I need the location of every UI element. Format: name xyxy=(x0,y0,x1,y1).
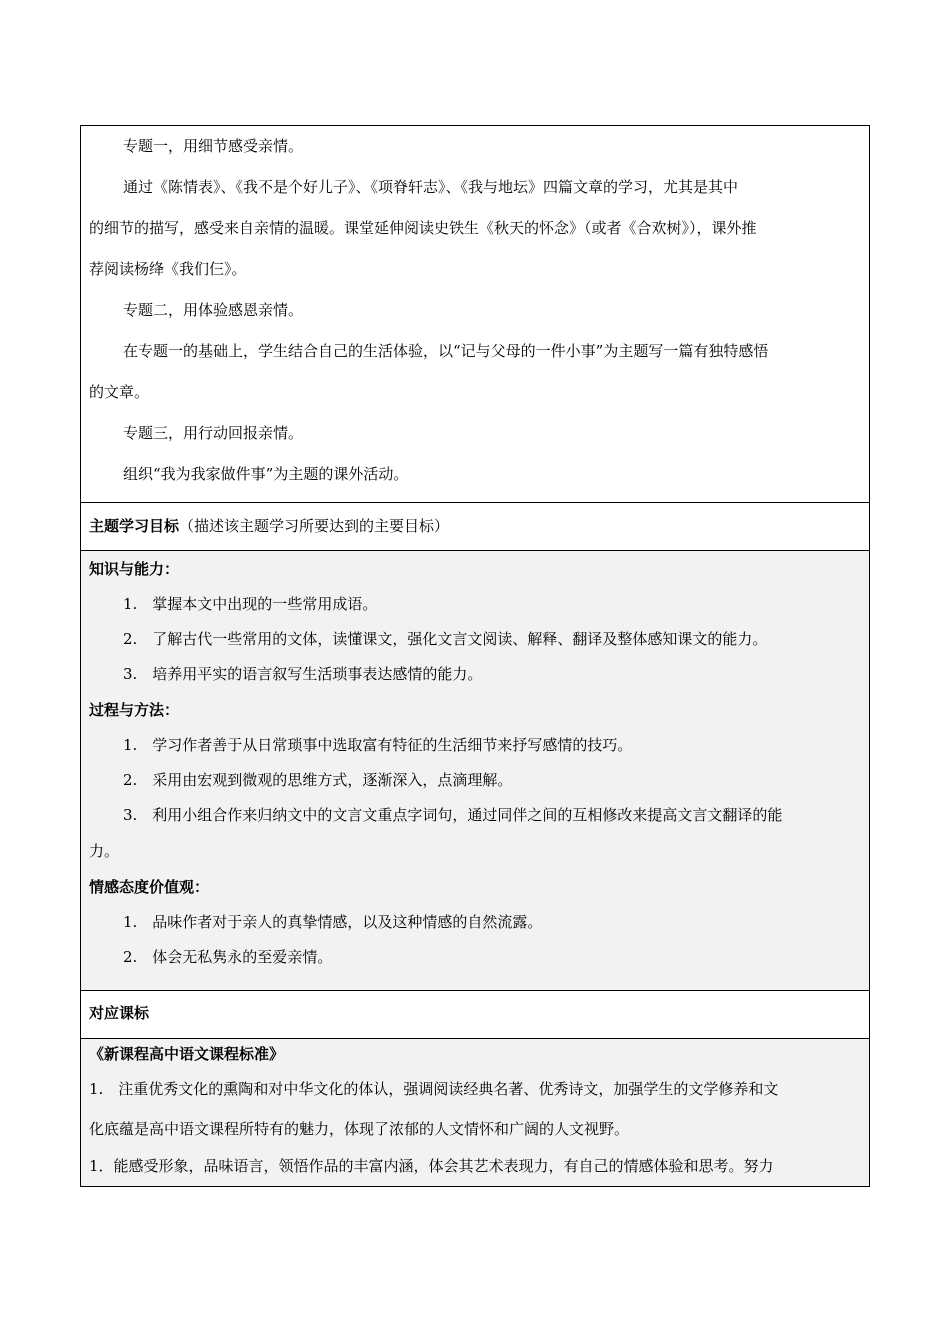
objectives-header-note: （描述该主题学习所要达到的主要目标） xyxy=(179,517,450,535)
topic1-title: 专题一，用细节感受亲情。 xyxy=(123,137,304,155)
process-item-3-cont: 力。 xyxy=(89,842,120,860)
topic1-body-line3: 荐阅读杨绛《我们仨》。 xyxy=(89,260,247,278)
objectives-cell xyxy=(81,550,869,990)
objectives-header-cell xyxy=(81,502,869,550)
knowledge-item-2: 2. 了解古代一些常用的文体，读懂课文，强化文言文阅读、解释、翻译及整体感知课文的能力。 xyxy=(123,630,768,648)
topic3-body: 组织“我为我家做件事”为主题的课外活动。 xyxy=(123,465,409,483)
process-title: 过程与方法： xyxy=(89,701,180,719)
process-item-3: 3. 利用小组合作来归纳文中的文言文重点字词句，通过同伴之间的互相修改来提高文言文翻译的能 xyxy=(123,806,783,824)
topic2-body-line2: 的文章。 xyxy=(89,383,150,401)
topic1-body-line1: 通过《陈情表》、《我不是个好儿子》、《项脊轩志》、《我与地坛》四篇文章的学习，尤其是其中 xyxy=(123,178,739,196)
objectives-header xyxy=(89,503,861,543)
emotion-item-1: 1. 品味作者对于亲人的真挚情感，以及这种情感的自然流露。 xyxy=(123,913,543,931)
knowledge-item-1: 1. 掌握本文中出现的一些常用成语。 xyxy=(123,595,378,613)
standards-item2-line1: 1．能感受形象，品味语言，领悟作品的丰富内涵，体会其艺术表现力，有自己的情感体验和思考。努力 xyxy=(89,1157,774,1175)
topic1-body-line2: 的细节的描写，感受来自亲情的温暖。课堂延伸阅读史铁生《秋天的怀念》（或者《合欢树》），课外推 xyxy=(89,219,757,237)
topic2-title: 专题二，用体验感恩亲情。 xyxy=(123,301,304,319)
lesson-plan-table xyxy=(80,125,870,1187)
process-item-2: 2. 采用由宏观到微观的思维方式，逐渐深入，点滴理解。 xyxy=(123,771,513,789)
topic-intro-cell xyxy=(81,126,869,502)
objectives-header-title: 主题学习目标 xyxy=(89,517,180,535)
standards-cell xyxy=(81,1038,869,1186)
topic3-title: 专题三，用行动回报亲情。 xyxy=(123,424,304,442)
emotion-item-2: 2. 体会无私隽永的至爱亲情。 xyxy=(123,948,333,966)
standards-item1-line1: 1. 注重优秀文化的熏陶和对中华文化的体认，强调阅读经典名著、优秀诗文，加强学生的文学修养和文 xyxy=(89,1080,779,1098)
emotion-title: 情感态度价值观： xyxy=(89,878,210,896)
knowledge-title: 知识与能力： xyxy=(89,560,180,578)
standards-header-title: 对应课标 xyxy=(89,1004,150,1022)
knowledge-item-3: 3. 培养用平实的语言叙写生活琐事表达感情的能力。 xyxy=(123,665,483,683)
process-item-1: 1. 学习作者善于从日常琐事中选取富有特征的生活细节来抒写感情的技巧。 xyxy=(123,736,633,754)
standards-item1-line2: 化底蕴是高中语文课程所特有的魅力，体现了浓郁的人文情怀和广阔的人文视野。 xyxy=(89,1120,630,1138)
topic2-body-line1: 在专题一的基础上，学生结合自己的生活体验，以“记与父母的一件小事”为主题写一篇有独特感悟 xyxy=(123,342,769,360)
standards-book-title: 《新课程高中语文课程标准》 xyxy=(89,1045,285,1063)
standards-header-cell xyxy=(81,990,869,1038)
